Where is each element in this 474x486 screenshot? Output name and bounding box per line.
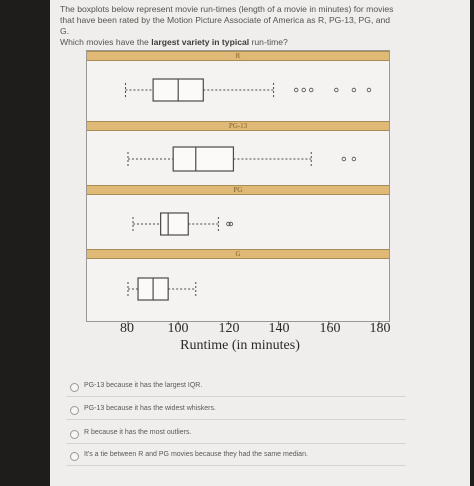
outlier-point: [309, 88, 313, 92]
outlier-point: [335, 88, 339, 92]
outlier-point: [302, 88, 306, 92]
outlier-point: [352, 88, 356, 92]
answer-option-3[interactable]: [66, 427, 406, 444]
radio-button[interactable]: [70, 406, 79, 415]
panel-label-g: G: [235, 250, 241, 258]
answer-option-1[interactable]: [66, 380, 406, 397]
boxplot-chart: [86, 50, 390, 322]
outlier-point: [229, 222, 233, 226]
answer-label: PG-13 because it has the widest whiskers.: [84, 405, 216, 412]
answer-option-2[interactable]: [66, 403, 406, 420]
x-tick-label: 120: [218, 321, 240, 336]
answer-label: R because it has the most outliers.: [84, 429, 192, 436]
radio-button[interactable]: [70, 430, 79, 439]
boxplot-marks: [87, 51, 389, 321]
x-tick-label: 100: [167, 321, 189, 336]
question-line-2: that have been rated by the Motion Picture Associate of America as R, PG-13, PG, and G.: [60, 15, 391, 36]
iqr-box: [161, 213, 189, 235]
x-tick-label: 80: [120, 321, 134, 336]
x-tick-label: 180: [369, 321, 391, 336]
panel-label-r: R: [235, 52, 241, 60]
question-emphasis: largest variety in typical: [151, 37, 250, 47]
x-tick-label: 160: [319, 321, 341, 336]
iqr-box: [173, 147, 233, 171]
x-tick-label: 140: [268, 321, 290, 336]
answer-label: PG-13 because it has the largest IQR.: [84, 382, 203, 389]
question-line-3-end: run-time?: [249, 37, 288, 47]
panel-label-pg13: PG-13: [228, 122, 248, 130]
panel-label-pg: PG: [233, 186, 243, 194]
radio-button[interactable]: [70, 383, 79, 392]
answer-option-4[interactable]: [66, 449, 406, 466]
answer-label: It's a tie between R and PG movies because they had the same median.: [84, 451, 308, 458]
radio-button[interactable]: [70, 452, 79, 461]
outlier-point: [352, 157, 356, 161]
question-line-1: The boxplots below represent movie run-times (length of a movie in minutes) for movies: [60, 4, 394, 14]
x-axis-title: Runtime (in minutes): [180, 338, 300, 353]
outlier-point: [367, 88, 371, 92]
outlier-point: [342, 157, 346, 161]
question-text: [60, 4, 400, 48]
question-line-3-start: Which movies have the: [60, 37, 152, 47]
outlier-point: [294, 88, 298, 92]
